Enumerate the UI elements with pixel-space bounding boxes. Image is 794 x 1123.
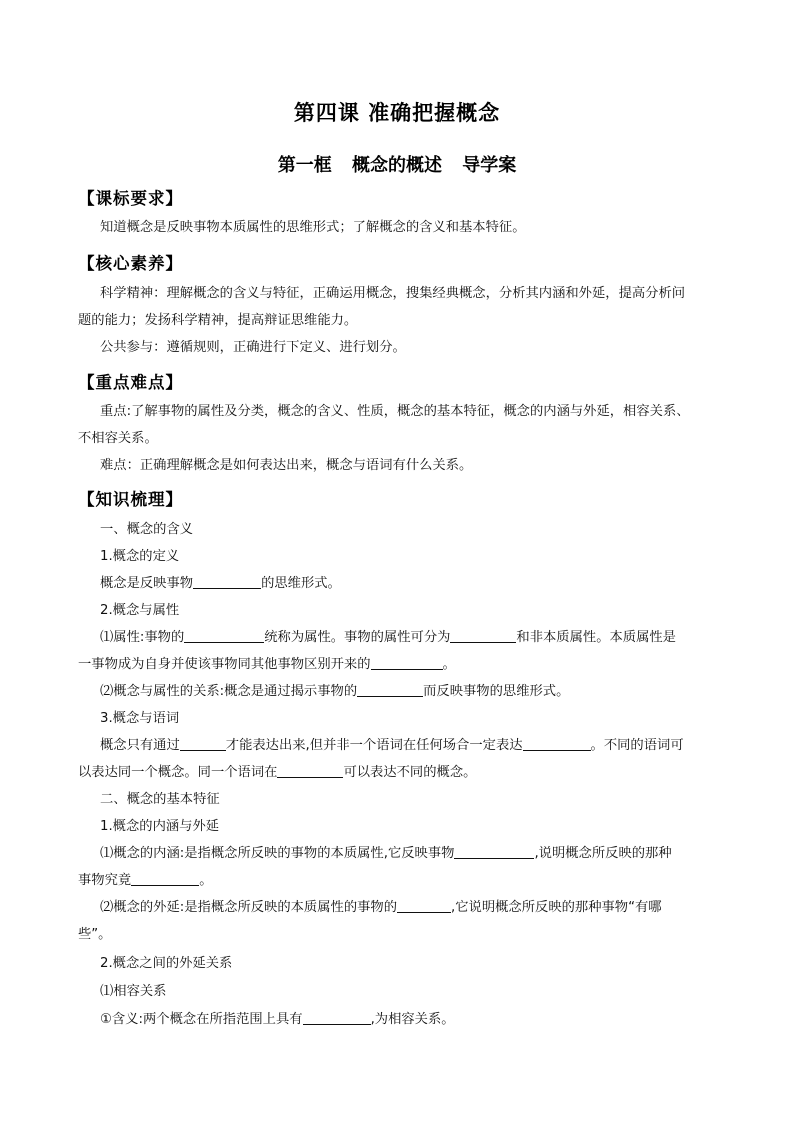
extension-line-1: ⑵概念的外延:是指概念所反映的本质属性的事物的 ,它说明概念所反映的那种事物“有哪	[100, 900, 662, 915]
knowledge-subheading-1-2: 2.概念与属性	[100, 603, 180, 618]
knowledge-subheading-1-1: 1.概念的定义	[100, 549, 180, 564]
word-line-1: 概念只有通过 才能表达出来,但并非一个语词在任何场合一定表达 。不同的语词可	[100, 738, 684, 753]
definition-line: 概念是反映事物 的思维形式。	[100, 576, 341, 591]
intension-line-1: ⑴概念的内涵:是指概念所反映的事物的本质属性,它反映事物 ,说明概念所反映的那种	[100, 846, 672, 861]
compatible-relation-definition: ①含义:两个概念在所指范围上具有 ,为相容关系。	[100, 1012, 455, 1027]
heading-key-points: 【重点难点】	[78, 373, 183, 392]
literacy-p2: 公共参与：遵循规则，正确进行下定义、进行划分。	[100, 340, 406, 355]
literacy-p1-line2: 题的能力；发扬科学精神，提高辩证思维能力。	[78, 313, 358, 328]
fill-blank[interactable]	[371, 656, 443, 670]
attribute-relation-line: ⑵概念与属性的关系:概念是通过揭示事物的 而反映事物的思维形式。	[100, 684, 570, 699]
knowledge-subheading-2-1: 1.概念的内涵与外延	[100, 819, 220, 834]
fill-blank[interactable]	[523, 737, 591, 751]
fill-blank[interactable]	[450, 629, 516, 643]
fill-blank[interactable]	[357, 683, 423, 697]
lesson-title: 第四课 准确把握概念	[293, 100, 501, 125]
key-points-p1-line2: 不相容关系。	[78, 431, 158, 446]
knowledge-subheading-1-3: 3.概念与语词	[100, 711, 180, 726]
fill-blank[interactable]	[397, 899, 451, 913]
section-subtitle: 第一框 概念的概述 导学案	[277, 155, 517, 176]
heading-knowledge: 【知识梳理】	[78, 490, 183, 509]
intension-line-2: 事物究竟 。	[78, 873, 213, 888]
fill-blank[interactable]	[193, 575, 261, 589]
key-points-p1-line1: 重点:了解事物的属性及分类，概念的含义、性质，概念的基本特征，概念的内涵与外延，相容关系、	[100, 404, 690, 419]
fill-blank[interactable]	[454, 845, 534, 859]
compatible-relation-heading: ⑴相容关系	[100, 984, 167, 999]
literacy-p1-line1: 科学精神：理解概念的含义与特征，正确运用概念，搜集经典概念，分析其内涵和外延，提高分析问	[100, 286, 686, 301]
heading-curriculum: 【课标要求】	[78, 189, 183, 208]
fill-blank[interactable]	[131, 872, 199, 886]
knowledge-subheading-2-2: 2.概念之间的外延关系	[100, 956, 233, 971]
fill-blank[interactable]	[277, 764, 343, 778]
fill-blank[interactable]	[303, 1011, 371, 1025]
fill-blank[interactable]	[184, 629, 264, 643]
extension-line-2: 些”。	[78, 927, 112, 942]
attribute-line-2: 一事物成为自身并使该事物同其他事物区别开来的 。	[78, 657, 456, 672]
curriculum-text: 知道概念是反映事物本质属性的思维形式；了解概念的含义和基本特征。	[100, 220, 526, 235]
fill-blank[interactable]	[180, 737, 226, 751]
heading-literacy: 【核心素养】	[78, 254, 183, 273]
attribute-line-1: ⑴属性:事物的 统称为属性。事物的属性可分为 和非本质属性。本质属性是	[100, 630, 676, 645]
knowledge-heading-1: 一、概念的含义	[100, 522, 194, 537]
word-line-2: 以表达同一个概念。同一个语词在 可以表达不同的概念。	[78, 765, 477, 780]
knowledge-heading-2: 二、概念的基本特征	[100, 792, 220, 807]
key-points-p2: 难点：正确理解概念是如何表达出来，概念与语词有什么关系。	[100, 458, 473, 473]
